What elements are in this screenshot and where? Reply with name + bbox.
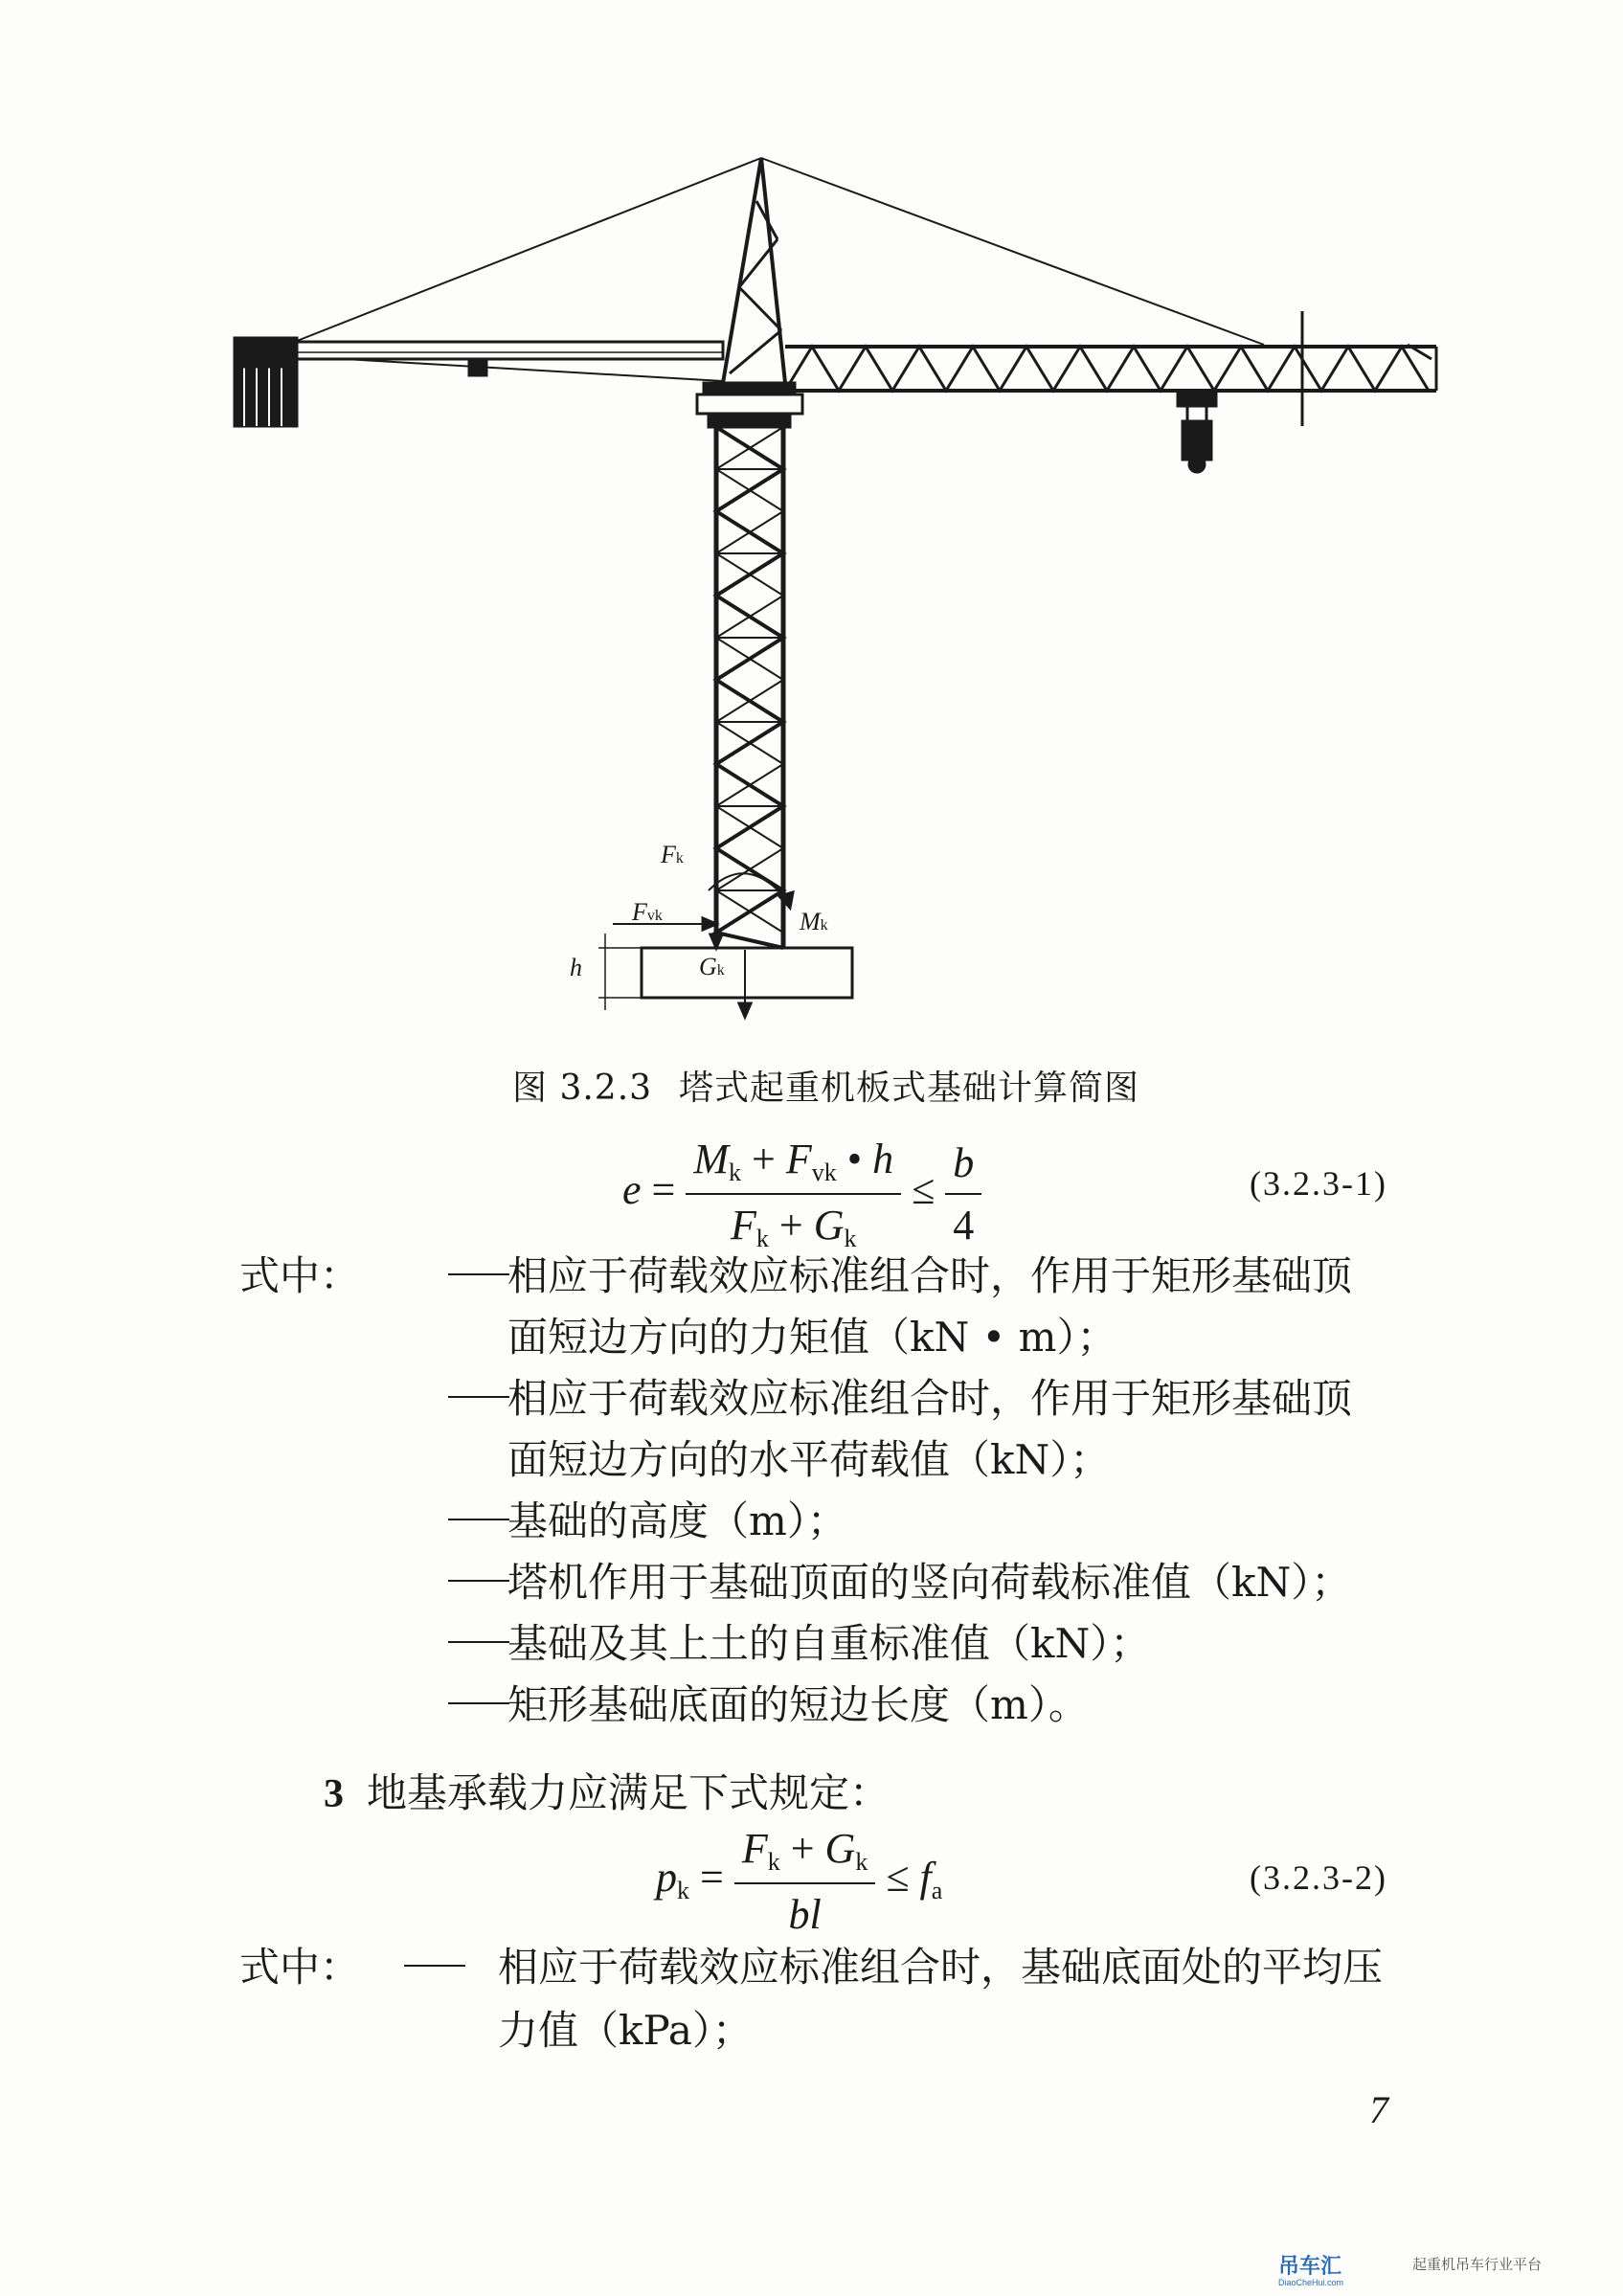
- formula1-rhs: $\frac{b}{4}$: [945, 1138, 981, 1249]
- definition-dash: [404, 1965, 465, 1967]
- figure-caption-text: 塔式起重机板式基础计算简图: [679, 1069, 1140, 1108]
- definition-dash: [448, 1641, 509, 1643]
- figure-caption-number: 图 3.2.3: [512, 1069, 653, 1108]
- definition-text: 面短边方向的水平荷载值（kN）；: [507, 1436, 1111, 1483]
- tower-crane-figure: [192, 144, 1465, 1024]
- definition-text: 力值（kPa）；: [498, 2007, 753, 2054]
- formula-3-2-3-2: $p_k$ = $\frac{F_k + G_k}{bl}$ ≤ $f_a$: [656, 1825, 943, 1938]
- clause-3-number: 3: [324, 1772, 344, 1816]
- definition-text: 相应于荷载效应标准组合时，基础底面处的平均压: [498, 1944, 1384, 1991]
- label-fk: Fk: [661, 841, 684, 868]
- label-fvk: Fvk: [632, 898, 663, 926]
- watermark-logo: 吊车汇: [1278, 2254, 1342, 2278]
- definition-dash: [448, 1580, 509, 1582]
- definition-text: 矩形基础底面的短边长度（m）。: [507, 1681, 1089, 1728]
- definition-dash: [448, 1519, 509, 1520]
- definition-text: 基础及其上土的自重标准值（kN）；: [507, 1620, 1151, 1667]
- formula1-lhs: e: [622, 1166, 642, 1214]
- clause-3: [324, 1762, 890, 1819]
- formula1-leq: ≤: [912, 1166, 935, 1214]
- definition-lead: 式中：: [239, 1252, 361, 1299]
- definition-text: 基础的高度（m）；: [507, 1497, 847, 1544]
- definition-dash: [448, 1702, 509, 1704]
- watermark: [1278, 2250, 1543, 2287]
- equation-number-2: (3.2.3-2): [1250, 1858, 1387, 1897]
- equation-number-1: (3.2.3-1): [1250, 1164, 1387, 1203]
- clause-3-text: 地基承载力应满足下式规定：: [367, 1769, 890, 1816]
- definition-dash: [448, 1273, 509, 1275]
- definition-text: 塔机作用于基础顶面的竖向荷载标准值（kN）；: [507, 1559, 1352, 1606]
- figure-caption: [512, 1061, 1139, 1110]
- page-number: 7: [1369, 2088, 1388, 2131]
- definition-dash: [448, 1396, 509, 1398]
- formula1-fraction: $\frac{M_k + F_{vk} • h}{F_k + G_k}$: [686, 1135, 901, 1253]
- watermark-slogan: 起重机吊车行业平台: [1412, 2257, 1543, 2273]
- definition-text: 相应于荷载效应标准组合时，作用于矩形基础顶: [507, 1375, 1353, 1422]
- definition-text: 面短边方向的力矩值（kN • m）；: [507, 1314, 1117, 1361]
- label-h: h: [570, 954, 582, 981]
- label-mk: Mk: [800, 908, 828, 935]
- formula2-fraction: $\frac{F_k + G_k}{bl}$: [734, 1824, 876, 1939]
- definition-lead: 式中：: [239, 1944, 361, 1991]
- formula-3-2-3-1: e = $\frac{M_k + F_{vk} • h}{F_k + G_k}$ ≤ $\frac{b}{4}$: [622, 1135, 981, 1253]
- definition-text: 相应于荷载效应标准组合时，作用于矩形基础顶: [507, 1252, 1353, 1299]
- watermark-url: DiaoCheHui.com: [1278, 2278, 1344, 2287]
- label-gk: Gk: [699, 953, 725, 980]
